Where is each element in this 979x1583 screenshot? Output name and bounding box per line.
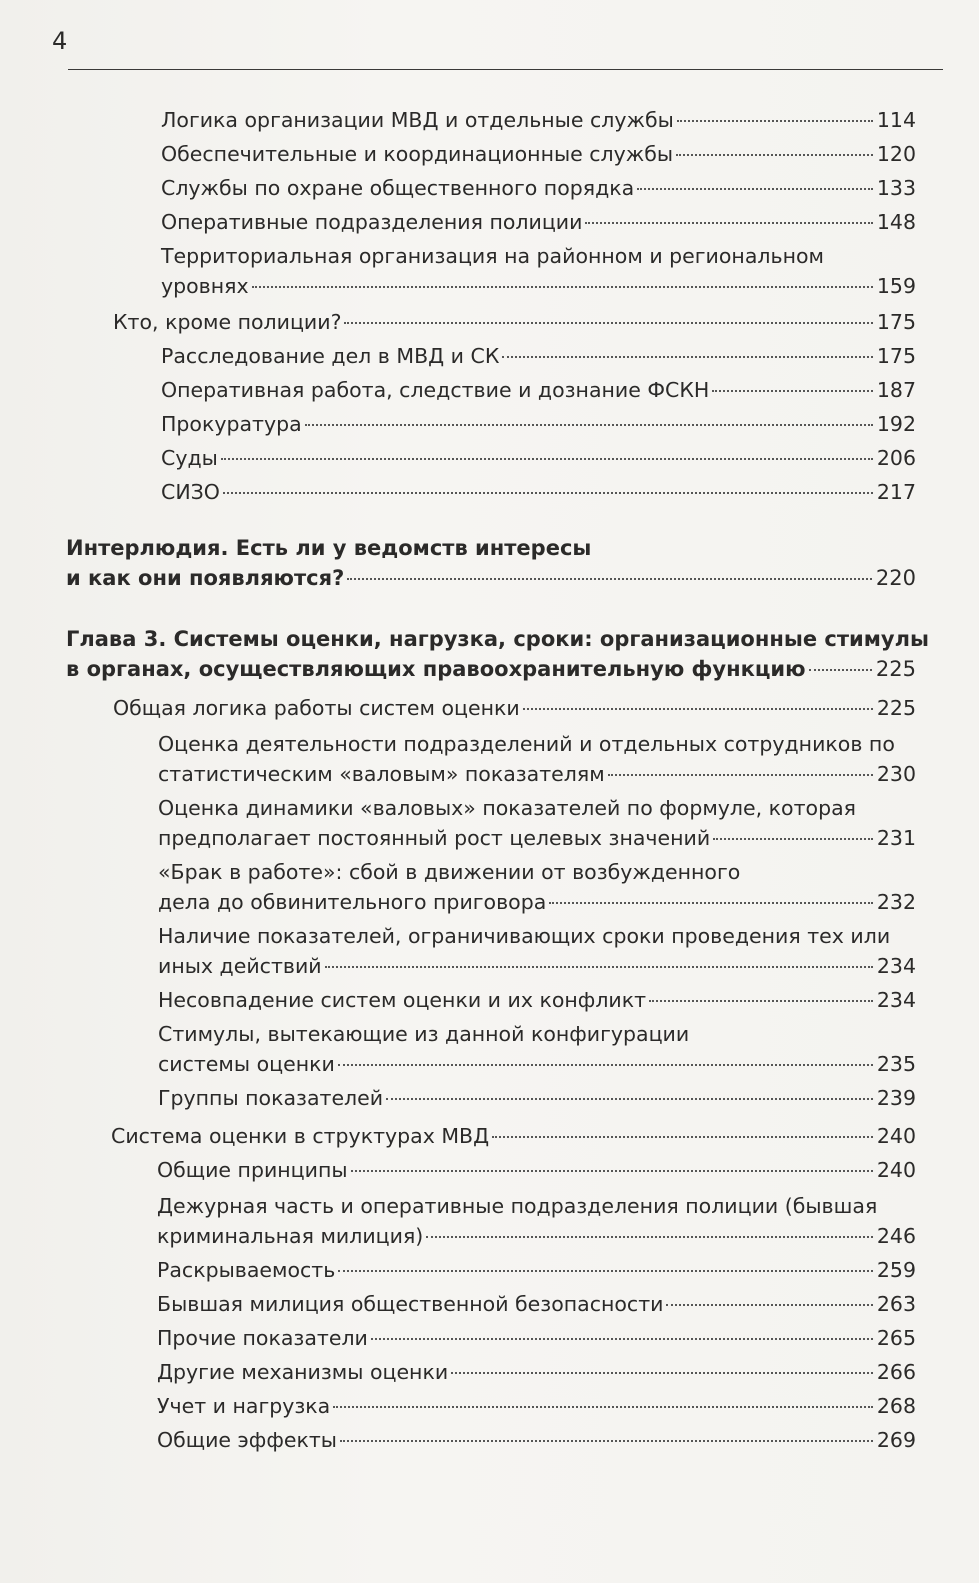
dot-leader (386, 1098, 873, 1100)
toc-entry-title-continued: предполагает постоянный рост целевых значений (158, 826, 711, 850)
toc-entry-title-continued: и как они появляются? (66, 566, 345, 590)
toc-page-number: 268 (876, 1394, 916, 1418)
toc-entry (111, 1121, 916, 1151)
dot-leader (325, 966, 873, 968)
toc-entry-title-continued: уровнях (161, 274, 249, 298)
toc-entry-title: Дежурная часть и оперативные подразделения полиции (бывшая (157, 1194, 878, 1218)
toc-page-number: 159 (876, 274, 916, 298)
toc-entry-title: Суды (161, 446, 218, 470)
toc-entry (113, 693, 916, 723)
dot-leader (649, 1000, 873, 1002)
dot-leader (305, 424, 873, 426)
toc-entry-title-continued: криминальная милиция) (157, 1224, 424, 1248)
toc-entry (157, 1357, 916, 1387)
toc-page-number: 265 (876, 1326, 916, 1350)
toc-entry (158, 921, 916, 981)
dot-leader (340, 1440, 873, 1442)
dot-leader (451, 1372, 873, 1374)
toc-entry-title: Прочие показатели (157, 1326, 368, 1350)
toc-page-number: 231 (876, 826, 916, 850)
toc-entry (161, 409, 916, 439)
dot-leader (338, 1270, 873, 1272)
toc-entry-title: Интерлюдия. Есть ли у ведомств интересы (66, 536, 592, 560)
toc-entry (158, 857, 916, 917)
dot-leader (221, 458, 873, 460)
dot-leader (676, 154, 873, 156)
toc-entry-title-continued: иных действий (158, 954, 322, 978)
toc-entry (157, 1255, 916, 1285)
toc-entry-title: Оценка деятельности подразделений и отдельных сотрудников по (158, 732, 895, 756)
dot-leader (712, 390, 873, 392)
dot-leader (523, 708, 873, 710)
dot-leader (347, 578, 872, 580)
toc-page-number: 225 (876, 696, 916, 720)
toc-page-number: 225 (875, 657, 916, 681)
toc-page-number: 114 (876, 108, 916, 132)
toc-entry-title: Обеспечительные и координационные службы (161, 142, 674, 166)
toc-entry (157, 1323, 916, 1353)
dot-leader (585, 222, 872, 224)
toc-page-number: 240 (876, 1158, 916, 1182)
toc-entry-title: Оценка динамики «валовых» показателей по формуле, которая (158, 796, 856, 820)
toc-page-number: 259 (876, 1258, 916, 1282)
toc-page-number: 192 (876, 412, 916, 436)
toc-page-number: 234 (876, 988, 916, 1012)
toc-page-number: 239 (876, 1086, 916, 1110)
toc-page-number: 266 (876, 1360, 916, 1384)
toc-entry (161, 341, 916, 371)
toc-page-number: 240 (876, 1124, 916, 1148)
toc-entry (161, 105, 916, 135)
toc-entry (157, 1289, 916, 1319)
toc-entry-title: Группы показателей (158, 1086, 384, 1110)
toc-entry-title-continued: статистическим «валовым» показателям (158, 762, 605, 786)
toc-entry-title-continued: в органах, осуществляющих правоохранительную функцию (66, 657, 806, 681)
toc-entry-title: Учет и нагрузка (157, 1394, 331, 1418)
toc-page-number: 269 (876, 1428, 916, 1452)
toc-entry-title: Наличие показателей, ограничивающих сроки проведения тех или (158, 924, 891, 948)
dot-leader (344, 322, 872, 324)
toc-page-number: 175 (876, 344, 916, 368)
toc-entry (158, 1083, 916, 1113)
toc-entry-title: Логика организации МВД и отдельные службы (161, 108, 674, 132)
toc-entry (161, 241, 916, 301)
dot-leader (677, 120, 873, 122)
toc-entry-title: Система оценки в структурах МВД (111, 1124, 490, 1148)
toc-entry (157, 1391, 916, 1421)
toc-entry (158, 985, 916, 1015)
toc-entry-title-continued: дела до обвинительного приговора (158, 890, 547, 914)
toc-entry-title: СИЗО (161, 480, 220, 504)
toc-entry-title: Кто, кроме полиции? (113, 310, 342, 334)
toc-entry (161, 173, 916, 203)
toc-page-number: 187 (876, 378, 916, 402)
toc-entry-title: Службы по охране общественного порядка (161, 176, 635, 200)
toc-page-number: 217 (876, 480, 916, 504)
toc-page-number: 220 (875, 566, 916, 590)
toc-interlude-entry (66, 533, 916, 593)
dot-leader (637, 188, 873, 190)
toc-entry (157, 1191, 916, 1251)
dot-leader (426, 1236, 873, 1238)
toc-entry-title-continued: системы оценки (158, 1052, 335, 1076)
toc-page-number: 206 (876, 446, 916, 470)
toc-page-number: 232 (876, 890, 916, 914)
toc-entry-title: Бывшая милиция общественной безопасности (157, 1292, 664, 1316)
dot-leader (809, 669, 872, 671)
toc-page-number: 230 (876, 762, 916, 786)
toc-page-number: 234 (876, 954, 916, 978)
toc-entry (158, 793, 916, 853)
dot-leader (333, 1406, 873, 1408)
dot-leader (223, 492, 873, 494)
toc-entry-title: Раскрываемость (157, 1258, 336, 1282)
dot-leader (252, 286, 873, 288)
toc-entry (158, 729, 916, 789)
header-rule (68, 69, 943, 70)
toc-page-number: 246 (876, 1224, 916, 1248)
toc-entry-title: Территориальная организация на районном и региональном (161, 244, 824, 268)
dot-leader (492, 1136, 873, 1138)
toc-page-number: 148 (876, 210, 916, 234)
dot-leader (713, 838, 873, 840)
toc-page-number: 235 (876, 1052, 916, 1076)
toc-entry-title: Общая логика работы систем оценки (113, 696, 520, 720)
toc-entry (161, 207, 916, 237)
toc-entry (161, 443, 916, 473)
toc-page-number: 175 (876, 310, 916, 334)
toc-entry-title: Несовпадение систем оценки и их конфликт (158, 988, 647, 1012)
toc-entry-title: Расследование дел в МВД и СК (161, 344, 500, 368)
toc-entry-title: Глава 3. Системы оценки, нагрузка, сроки: организационные стимулы (66, 627, 929, 651)
toc-entry (161, 375, 916, 405)
toc-entry (113, 307, 916, 337)
toc-entry (161, 477, 916, 507)
toc-chapter-entry (66, 624, 929, 684)
dot-leader (608, 774, 873, 776)
dot-leader (351, 1170, 873, 1172)
page-number: 4 (52, 27, 68, 55)
dot-leader (666, 1304, 872, 1306)
toc-entry-title: «Брак в работе»: сбой в движении от возбужденного (158, 860, 741, 884)
toc-entry (157, 1155, 916, 1185)
dot-leader (371, 1338, 873, 1340)
toc-entry-title: Стимулы, вытекающие из данной конфигурации (158, 1022, 690, 1046)
toc-entry-title: Общие эффекты (157, 1428, 337, 1452)
toc-entry-title: Другие механизмы оценки (157, 1360, 449, 1384)
dot-leader (338, 1064, 873, 1066)
toc-entry (161, 139, 916, 169)
toc-entry-title: Оперативная работа, следствие и дознание ФСКН (161, 378, 710, 402)
toc-entry-title: Прокуратура (161, 412, 302, 436)
toc-entry-title: Оперативные подразделения полиции (161, 210, 583, 234)
toc-entry (157, 1425, 916, 1455)
dot-leader (549, 902, 873, 904)
dot-leader (502, 356, 872, 358)
toc-page-number: 133 (876, 176, 916, 200)
toc-entry-title: Общие принципы (157, 1158, 348, 1182)
toc-entry (158, 1019, 916, 1079)
toc-page-number: 263 (876, 1292, 916, 1316)
toc-page-number: 120 (876, 142, 916, 166)
